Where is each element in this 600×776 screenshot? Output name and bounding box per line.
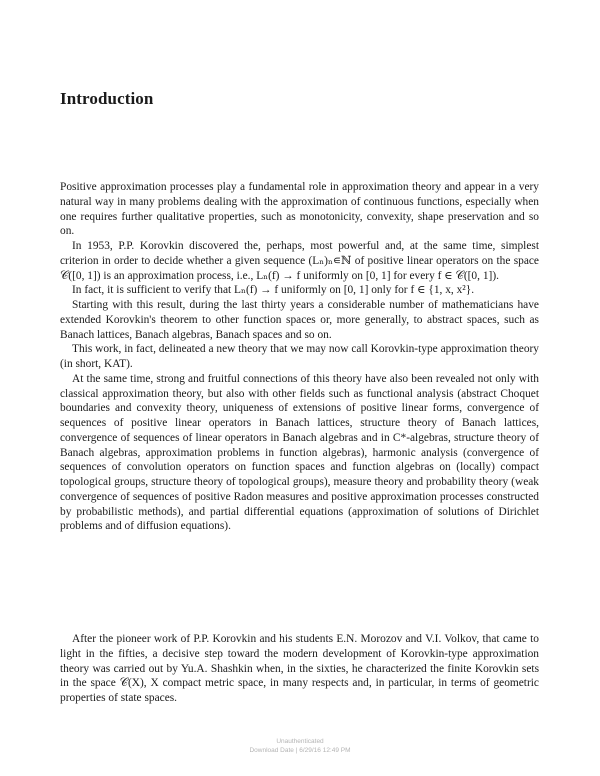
paragraph: At the same time, strong and fruitful connections of this theory have also been revealed not only with classical approximation theory, but also with other fields such as functional analysis (abstract Choquet boundaries and convexity theory, uniqueness of extensions of positive linear forms, convergence of sequences of positive linear operators in Banach lattices, structure theory of Banach lattices, convergence of sequences of linear operators in Banach algebras and in C*-algebras, structure theory of Banach algebras, approximation problems in function algebras), harmonic analysis (convergence of sequences of convolution operators on function spaces and function algebras on (locally) compact topological groups, structure theory of topological groups), measure theory and probability theory (weak convergence of sequences of positive Radon measures and positive approximation processes constructed by probabilistic methods), and partial differential equations (approximation of solutions of Dirichlet problems and of diffusion equations). bbox=[60, 372, 539, 533]
paragraph: After the pioneer work of P.P. Korovkin and his students E.N. Morozov and V.I. Volkov, that came to light in the fifties, a decisive step toward the modern development of Korovkin-type approximation theory was carried out by Yu.A. Shashkin when, in the sixties, he characterized the finite Korovkin sets in the space 𝒞(X), X compact metric space, in many respects and, in particular, in terms of geometric properties of state spaces. bbox=[60, 633, 539, 704]
paragraph: In fact, it is sufficient to verify that Lₙ(f) → f uniformly on [0, 1] only for f ∈ {1, x, x²}. bbox=[72, 284, 475, 297]
paragraph: In 1953, P.P. Korovkin discovered the, perhaps, most powerful and, at the same time, simplest criterion in order to decide whether a given sequence (Lₙ)ₙ∊ℕ of positive linear operators on the space 𝒞([0, 1]) is an approximation process, i.e., Lₙ(f) → f uniformly on [0, 1] for every f ∈ 𝒞([0, 1]). bbox=[60, 240, 539, 282]
paragraph: This work, in fact, delineated a new theory that we may now call Korovkin-type approximation theory (in short, KAT). bbox=[60, 343, 539, 370]
paragraph: Starting with this result, during the last thirty years a considerable number of mathematicians have extended Korovkin's theorem to other function spaces or, more generally, to abstract spaces, such as Banach lattices, Banach algebras, Banach spaces and so on. bbox=[60, 299, 539, 341]
paragraph: Positive approximation processes play a fundamental role in approximation theory and appear in a very natural way in many problems dealing with the approximation of continuous functions, especially when one requires further qualitative properties, such as monotonicity, convexity, shape preservation and so on. bbox=[60, 181, 539, 238]
history-section bbox=[60, 632, 539, 706]
download-watermark bbox=[0, 738, 600, 755]
watermark-line: Unauthenticated bbox=[276, 738, 324, 745]
watermark-line: Download Date | 6/29/16 12:49 PM bbox=[249, 746, 351, 754]
intro-section bbox=[60, 180, 539, 534]
chapter-title: Introduction bbox=[60, 89, 154, 108]
